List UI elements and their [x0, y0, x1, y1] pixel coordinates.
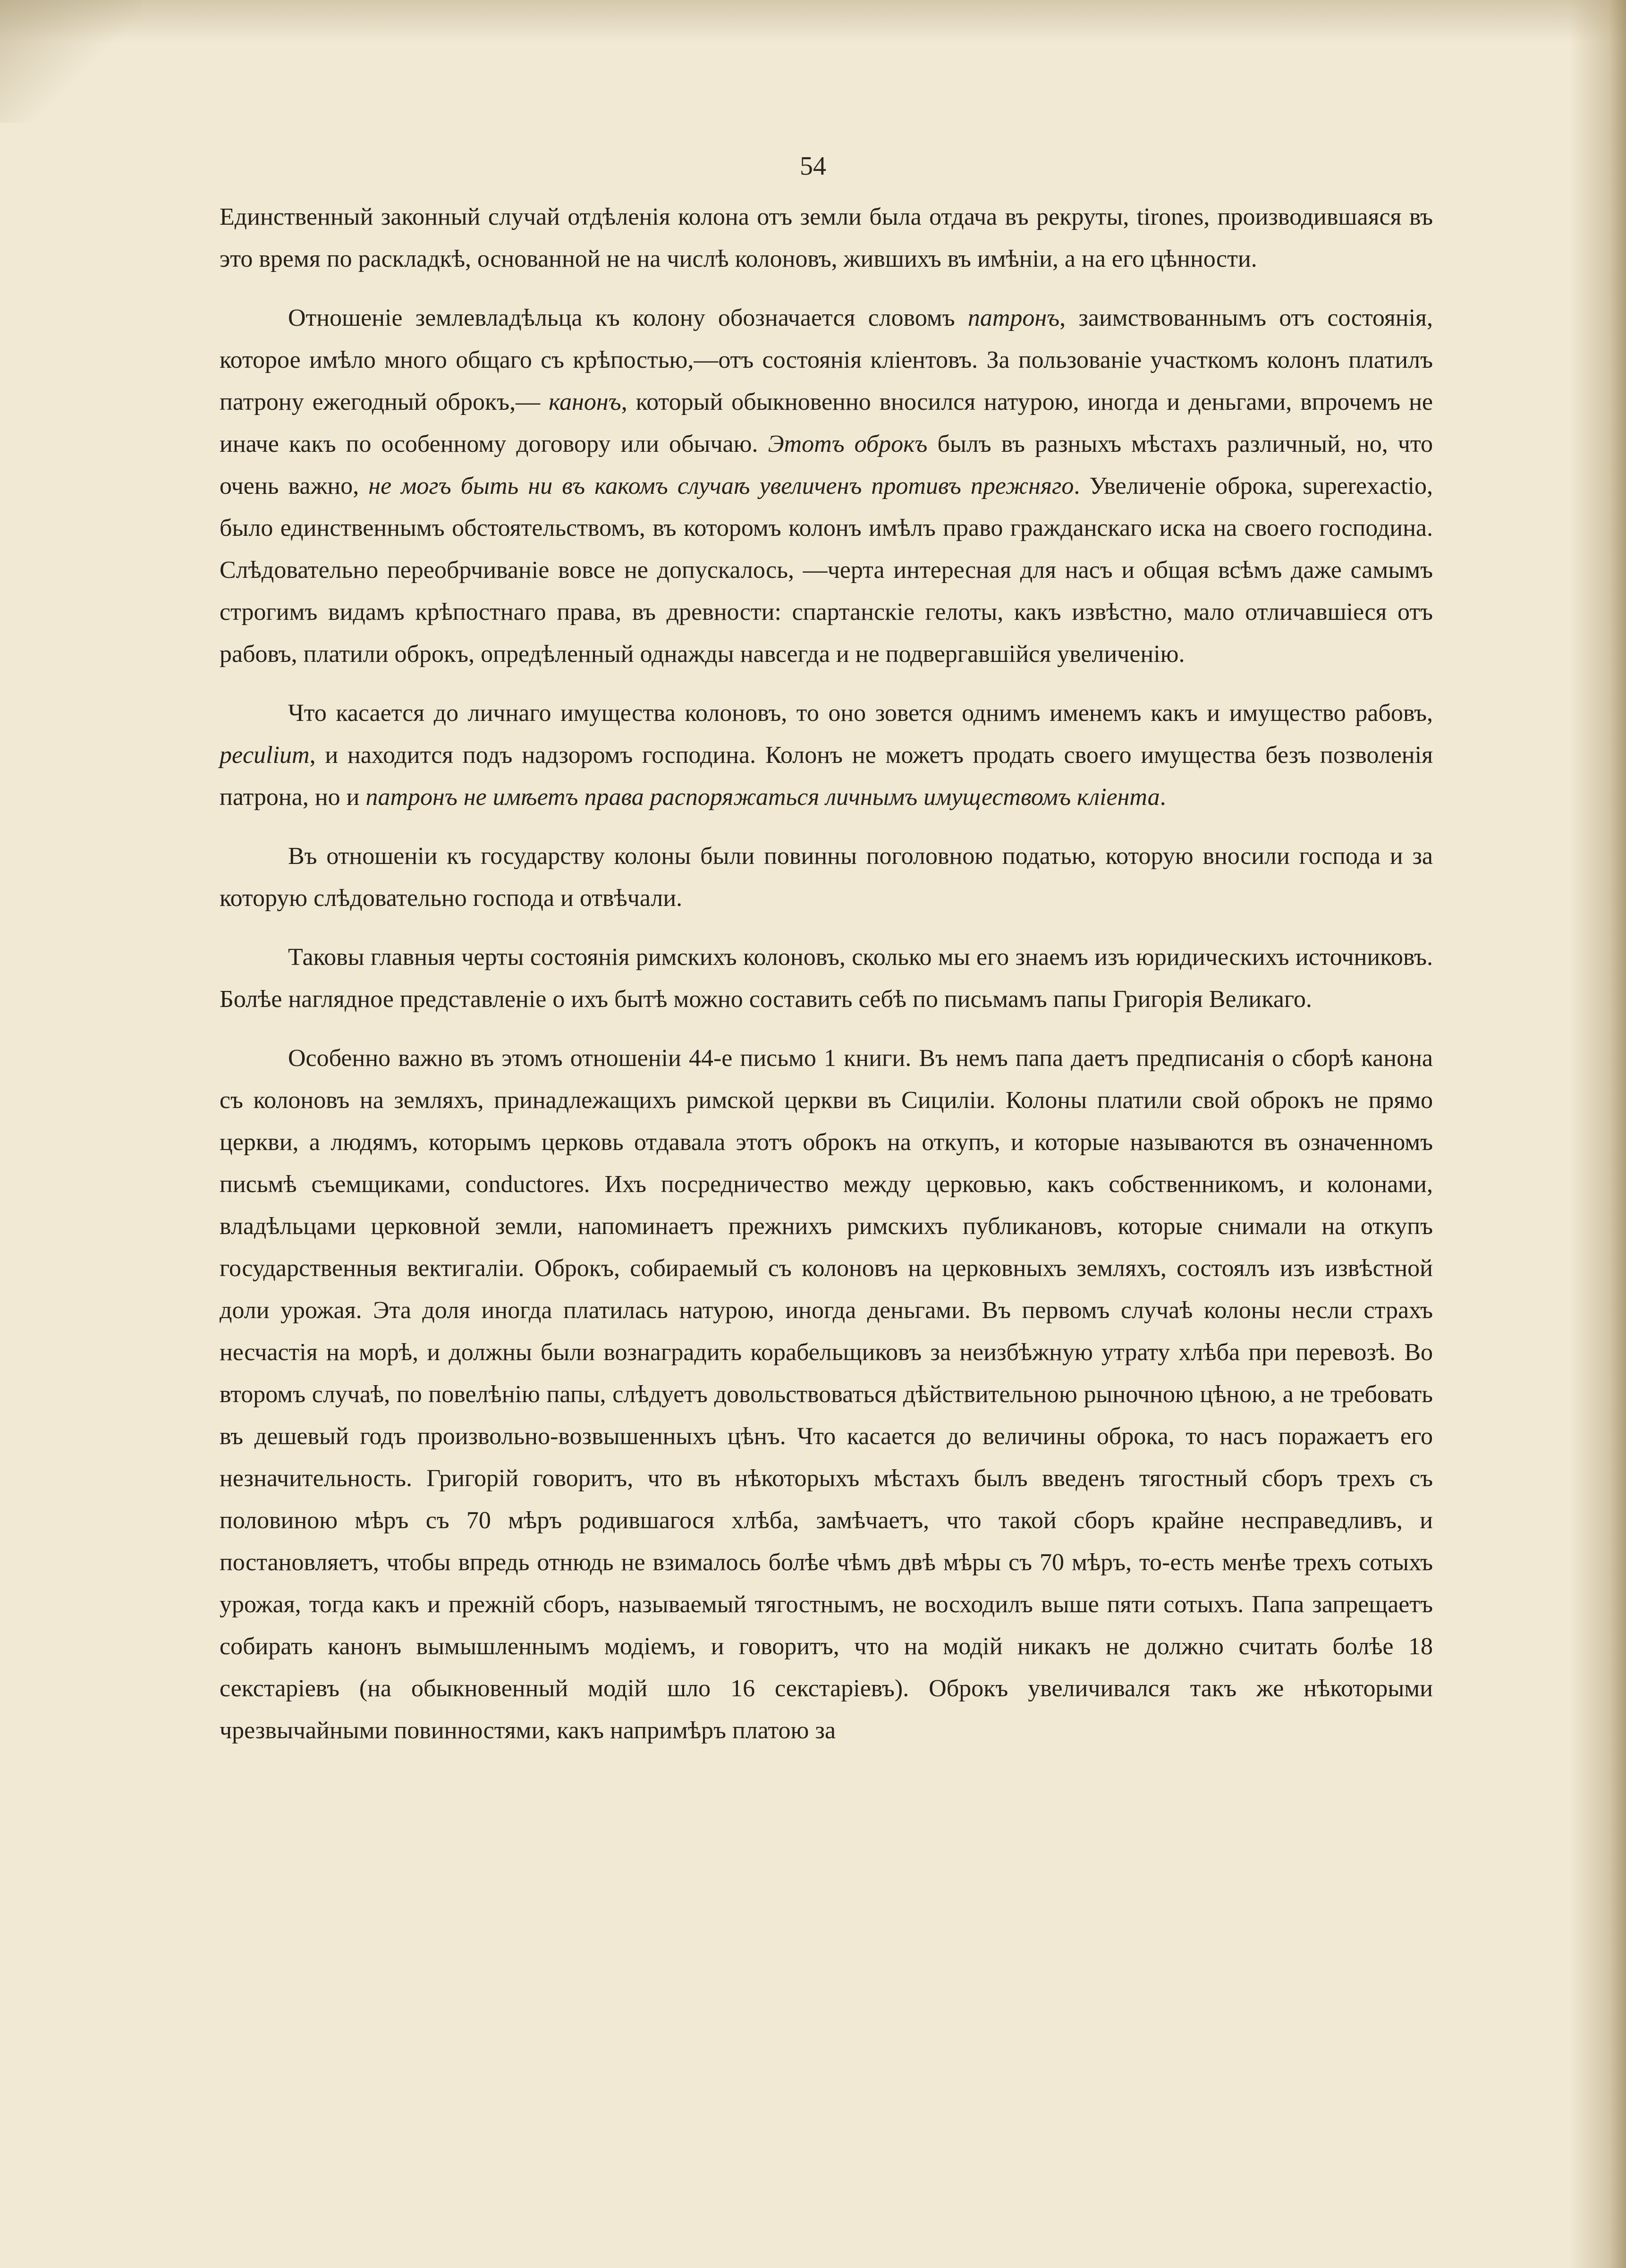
paragraph-2-segment: былъ въ разныхъ мѣстахъ различный, но, что очень важно,	[220, 431, 1433, 499]
paragraph-5: Таковы главныя черты состоянія римскихъ колоновъ, сколько мы его знаемъ изъ юридическихъ источниковъ. Болѣе наглядное представленіе о ихъ бытѣ можно составить себѣ по письмамъ папы Григорія Великаго.	[220, 944, 1433, 1013]
paragraph-2-segment: , заимствованнымъ отъ состоянія, которое имѣло много общаго съ крѣпостью,—отъ состоянія кліентовъ. За пользованіе участкомъ колонъ платилъ патрону ежегодный оброкъ,—	[220, 305, 1433, 415]
paper-binding-edge	[1569, 0, 1626, 2268]
paragraph-3-segment: .	[1160, 784, 1166, 811]
paragraph-2-segment-italic: Этотъ оброкъ	[768, 431, 928, 457]
paper-corner-fold	[0, 0, 142, 123]
paragraph-2	[220, 297, 1433, 675]
paragraph-2-segment-italic: канонъ	[549, 389, 621, 415]
paper-top-shading	[0, 0, 1626, 42]
paragraph-2-segment: , который обыкновенно вносился натурою, иногда и деньгами, впрочемъ не иначе какъ по особенному договору или обычаю.	[220, 389, 1433, 457]
paragraph-3	[220, 692, 1433, 818]
paragraph-2-segment: Отношеніе землевладѣльца къ колону обозначается словомъ	[288, 305, 968, 331]
paragraph-1: Единственный законный случай отдѣленія колона отъ земли была отдача въ рекруты, tirones, производившаяся въ это время по раскладкѣ, основанной не на числѣ колоновъ, жившихъ въ имѣніи, а на его цѣнности.	[220, 203, 1433, 272]
paragraph-3-segment-italic: патронъ не имѣетъ права распоряжаться личнымъ имуществомъ кліента	[365, 784, 1160, 811]
paragraph-3-segment: , и находится подъ надзоромъ господина. Колонъ не можетъ продать своего имущества безъ позволенія патрона, но и	[220, 742, 1433, 811]
paragraph-3-segment-italic: peculium	[220, 742, 310, 769]
paragraph-2-segment: . Увеличеніе оброка, superexactio, было единственнымъ обстоятельствомъ, въ которомъ колонъ имѣлъ право гражданскаго иска на своего господина. Слѣдовательно переобрчиваніе вовсе не допускалось, —черта интересная для насъ и общая всѣмъ даже самымъ строгимъ видамъ крѣпостнаго права, въ древности: спартанскіе гелоты, какъ извѣстно, мало отличавшіеся отъ рабовъ, платили оброкъ, опредѣленный однажды навсегда и не подвергавшійся увеличенію.	[220, 473, 1433, 668]
paragraph-2-segment-italic: не могъ быть ни въ какомъ случаѣ увеличенъ противъ прежняго	[368, 473, 1074, 499]
paragraph-2-segment-italic: патронъ	[967, 305, 1060, 331]
paragraph-3-segment: Что касается до личнаго имущества колоновъ, то оно зовется однимъ именемъ какъ и имущество рабовъ,	[288, 700, 1433, 727]
paragraph-6: Особенно важно въ этомъ отношеніи 44-е письмо 1 книги. Въ немъ папа даетъ предписанія о сборѣ канона съ колоновъ на земляхъ, принадлежащихъ римской церкви въ Сициліи. Колоны платили свой оброкъ не прямо церкви, а людямъ, которымъ церковь отдавала этотъ оброкъ на откупъ, и которые называются въ означенномъ письмѣ съемщиками, conductores. Ихъ посредничество между церковью, какъ собственникомъ, и колонами, владѣльцами церковной земли, напоминаетъ прежнихъ римскихъ публикановъ, которые снимали на откупъ государственныя вектигаліи. Оброкъ, собираемый съ колоновъ на церковныхъ земляхъ, состоялъ изъ извѣстной доли урожая. Эта доля иногда платилась натурою, иногда деньгами. Въ первомъ случаѣ колоны несли страхъ несчастія на морѣ, и должны были вознаградить корабельщиковъ за неизбѣжную утрату хлѣба при перевозѣ. Во второмъ случаѣ, по повелѣнію папы, слѣдуетъ довольствоваться дѣйствительною рыночною цѣною, а не требовать въ дешевый годъ произвольно-возвышенныхъ цѣнъ. Что касается до величины оброка, то насъ поражаетъ его незначительность. Григорій говоритъ, что въ нѣкоторыхъ мѣстахъ былъ введенъ тягостный сборъ трехъ съ половиною мѣръ съ 70 мѣръ родившагося хлѣба, замѣчаетъ, что такой сборъ крайне несправедливъ, и постановляетъ, чтобы впредь отнюдь не взималось болѣе чѣмъ двѣ мѣры съ 70 мѣръ, то-есть менѣе трехъ сотыхъ урожая, тогда какъ и прежній сборъ, называемый тягостнымъ, не восходилъ выше пяти сотыхъ. Папа запрещаетъ собирать канонъ вымышленнымъ модіемъ, и говоритъ, что на модій никакъ не должно считать болѣе 18 секстаріевъ (на обыкновенный модій шло 16 секстаріевъ). Оброкъ увеличивался такъ же нѣкоторыми чрезвычайными повинностями, какъ напримѣръ платою за	[220, 1045, 1433, 1744]
page-number: 54	[800, 152, 826, 181]
body-text	[220, 196, 1433, 1769]
paragraph-4: Въ отношеніи къ государству колоны были повинны поголовною податью, которую вносили господа и за которую слѣдовательно господа и отвѣчали.	[220, 843, 1433, 912]
